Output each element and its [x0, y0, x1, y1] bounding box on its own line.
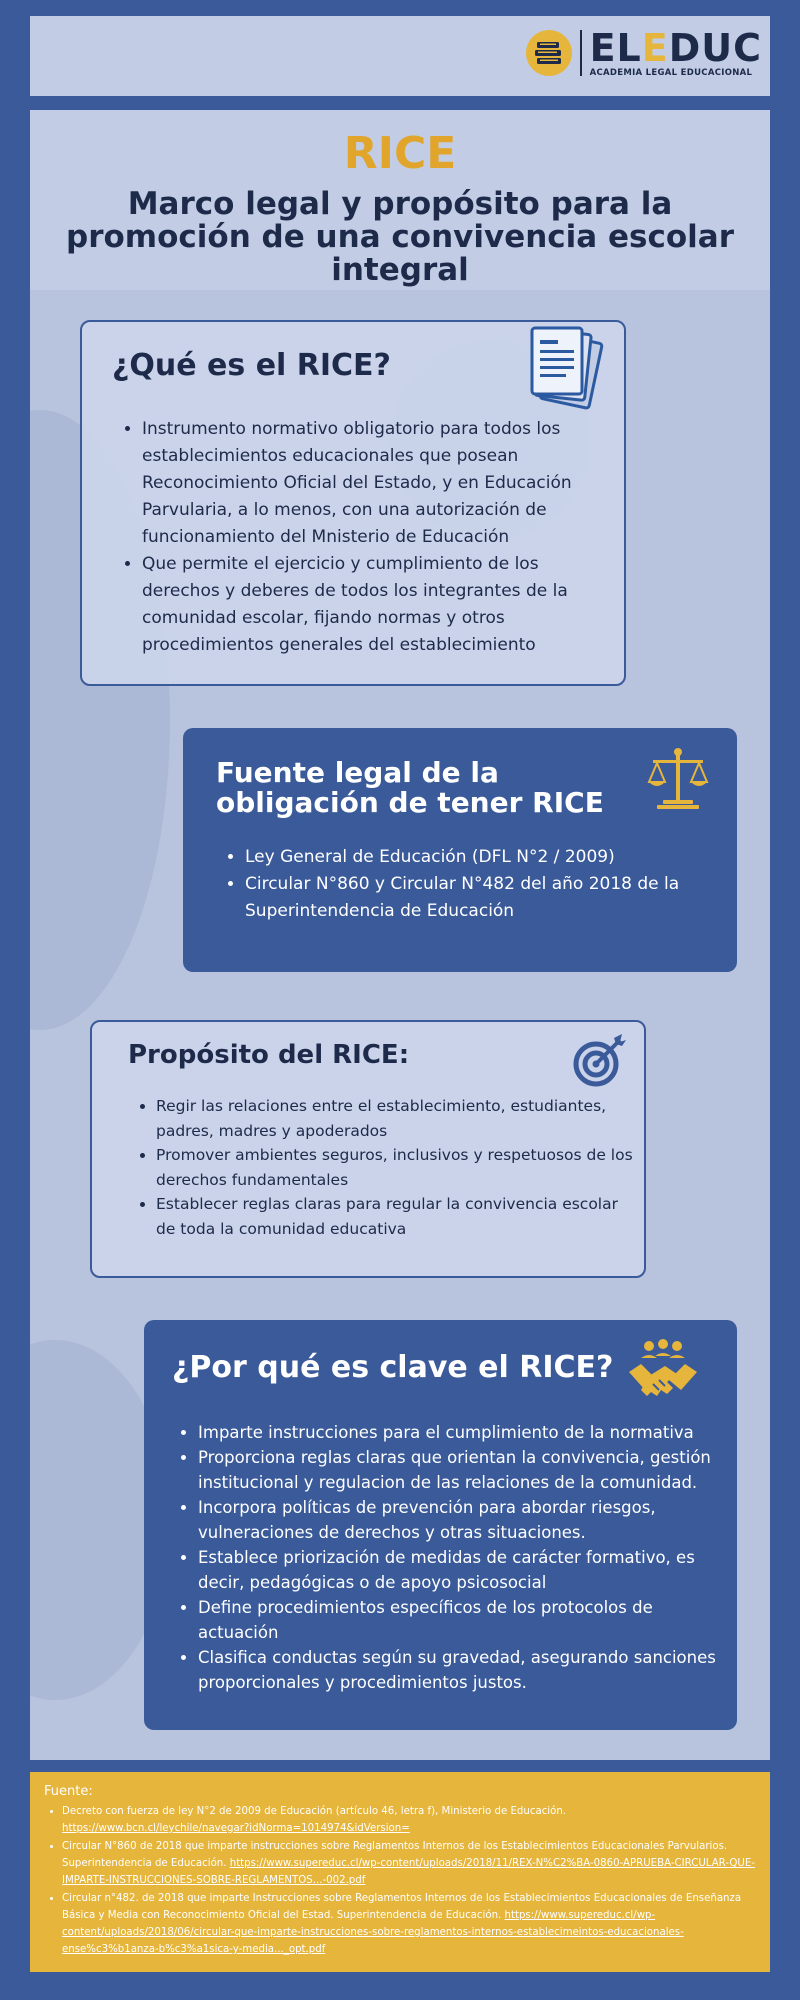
logo-text	[590, 28, 762, 78]
source-item	[62, 1838, 756, 1889]
source-text: Decreto con fuerza de ley N°2 de 2009 de Educación (artículo 46, letra f), Ministerio de Educación.	[62, 1806, 567, 1817]
section-heading: Fuente legal de la obligación de tener RICE	[216, 756, 604, 819]
source-link[interactable]: https://www.supereduc.cl/wp-content/uploads/2018/06/circular-que-imparte-instrucciones-sobre-reglamentos-internos-establecimeintos-educacionales-ense%c3%b1anza-b%c3%a1sica-y-media..._opt.pdf	[62, 1910, 684, 1955]
section-heading: ¿Por qué es clave el RICE?	[172, 1350, 614, 1385]
list-item: • Establecer reglas claras para regular la convivencia escolar de toda la comunidad educativa	[156, 1192, 636, 1241]
logo-divider	[580, 30, 582, 76]
brand-logo[interactable]	[526, 28, 762, 78]
source-item	[62, 1890, 756, 1958]
handshake-icon	[627, 1338, 699, 1414]
source-text: Circular n°482. de 2018 que imparte Instrucciones sobre Reglamentos Internos de los Establecimientos Educacionales de Enseñanza Básica y Media con Reconocimiento Oficial del Estad. Superintendencia de Educación.	[62, 1893, 742, 1921]
list-item: • Circular N°860 y Circular N°482 del año 2018 de la Superintendencia de Educación	[245, 871, 725, 925]
list-item: • Instrumento normativo obligatorio para todos los establecimientos educacionales que posean Reconocimiento Oficial del Estado, y en Educación Parvularia, a lo menos, con una autorización de funcionamiento del Mnisterio de Educación	[142, 416, 612, 551]
list-item: • Que permite el ejercicio y cumplimiento de los derechos y deberes de todos los integrantes de la comunidad escolar, fijando normas y otros procedimientos generales del establecimiento	[142, 551, 612, 659]
books-icon	[526, 30, 572, 76]
footer-title: Fuente:	[44, 1784, 93, 1799]
list-item: • Regir las relaciones entre el establecimiento, estudiantes, padres, madres y apoderados	[156, 1094, 636, 1143]
logo-wordmark: ELEDUC	[589, 26, 762, 70]
list-item: • Incorpora políticas de prevención para abordar riesgos, vulneraciones de derechos y otras situaciones.	[198, 1495, 728, 1545]
que-es-list	[142, 416, 612, 659]
scales-icon	[647, 746, 709, 814]
logo-subtitle: ACADEMIA LEGAL EDUCACIONAL	[589, 68, 753, 78]
section-heading: ¿Qué es el RICE?	[112, 348, 391, 383]
card-fuente-legal	[183, 728, 737, 972]
list-item: • Promover ambientes seguros, inclusivos y respetuosos de los derechos fundamentales	[156, 1143, 636, 1192]
list-item: • Imparte instrucciones para el cumplimiento de la normativa	[198, 1420, 728, 1445]
list-item: • Clasifica conductas según su gravedad, asegurando sanciones proporcionales y procedimientos justos.	[198, 1645, 728, 1695]
target-icon	[572, 1032, 628, 1092]
header-bar	[30, 16, 770, 96]
source-item	[62, 1803, 756, 1837]
list-item: • Ley General de Educación (DFL N°2 / 2009)	[245, 844, 725, 871]
por-que-list	[198, 1420, 728, 1695]
page-subtitle: Marco legal y propósito para la promoción de una convivencia escolar integral	[66, 186, 734, 288]
fuente-legal-list	[245, 844, 725, 925]
section-heading: Propósito del RICE:	[128, 1040, 410, 1070]
list-item: • Establece priorización de medidas de carácter formativo, es decir, pedagógicas o de apoyo psicosocial	[198, 1545, 728, 1595]
sources-footer	[30, 1772, 770, 1972]
document-icon	[520, 324, 610, 420]
source-link[interactable]: https://www.supereduc.cl/wp-content/uploads/2018/11/REX-N%C2%BA-0860-APRUEBA-CIRCULAR-QUE-IMPARTE-INSTRUCCIONES-SOBRE-REGLAMENTOS...-002.pdf	[62, 1858, 755, 1886]
source-link[interactable]: https://www.bcn.cl/leychile/navegar?idNorma=1014974&idVersion=	[62, 1823, 410, 1834]
proposito-list	[156, 1094, 636, 1241]
list-item: • Proporciona reglas claras que orientan la convivencia, gestión institucional y regulacion de las relaciones de la comunidad.	[198, 1445, 728, 1495]
card-por-que	[144, 1320, 737, 1730]
sources-list	[44, 1803, 756, 1958]
list-item: • Define procedimientos específicos de los protocolos de actuación	[198, 1595, 728, 1645]
card-que-es	[80, 320, 626, 686]
page-title: RICE	[343, 128, 457, 179]
card-proposito	[90, 1020, 646, 1278]
source-text: Circular N°860 de 2018 que imparte instrucciones sobre Reglamentos Internos de los Establecimientos Educacionales Parvularios. Superintendencia de Educación.	[62, 1841, 728, 1869]
